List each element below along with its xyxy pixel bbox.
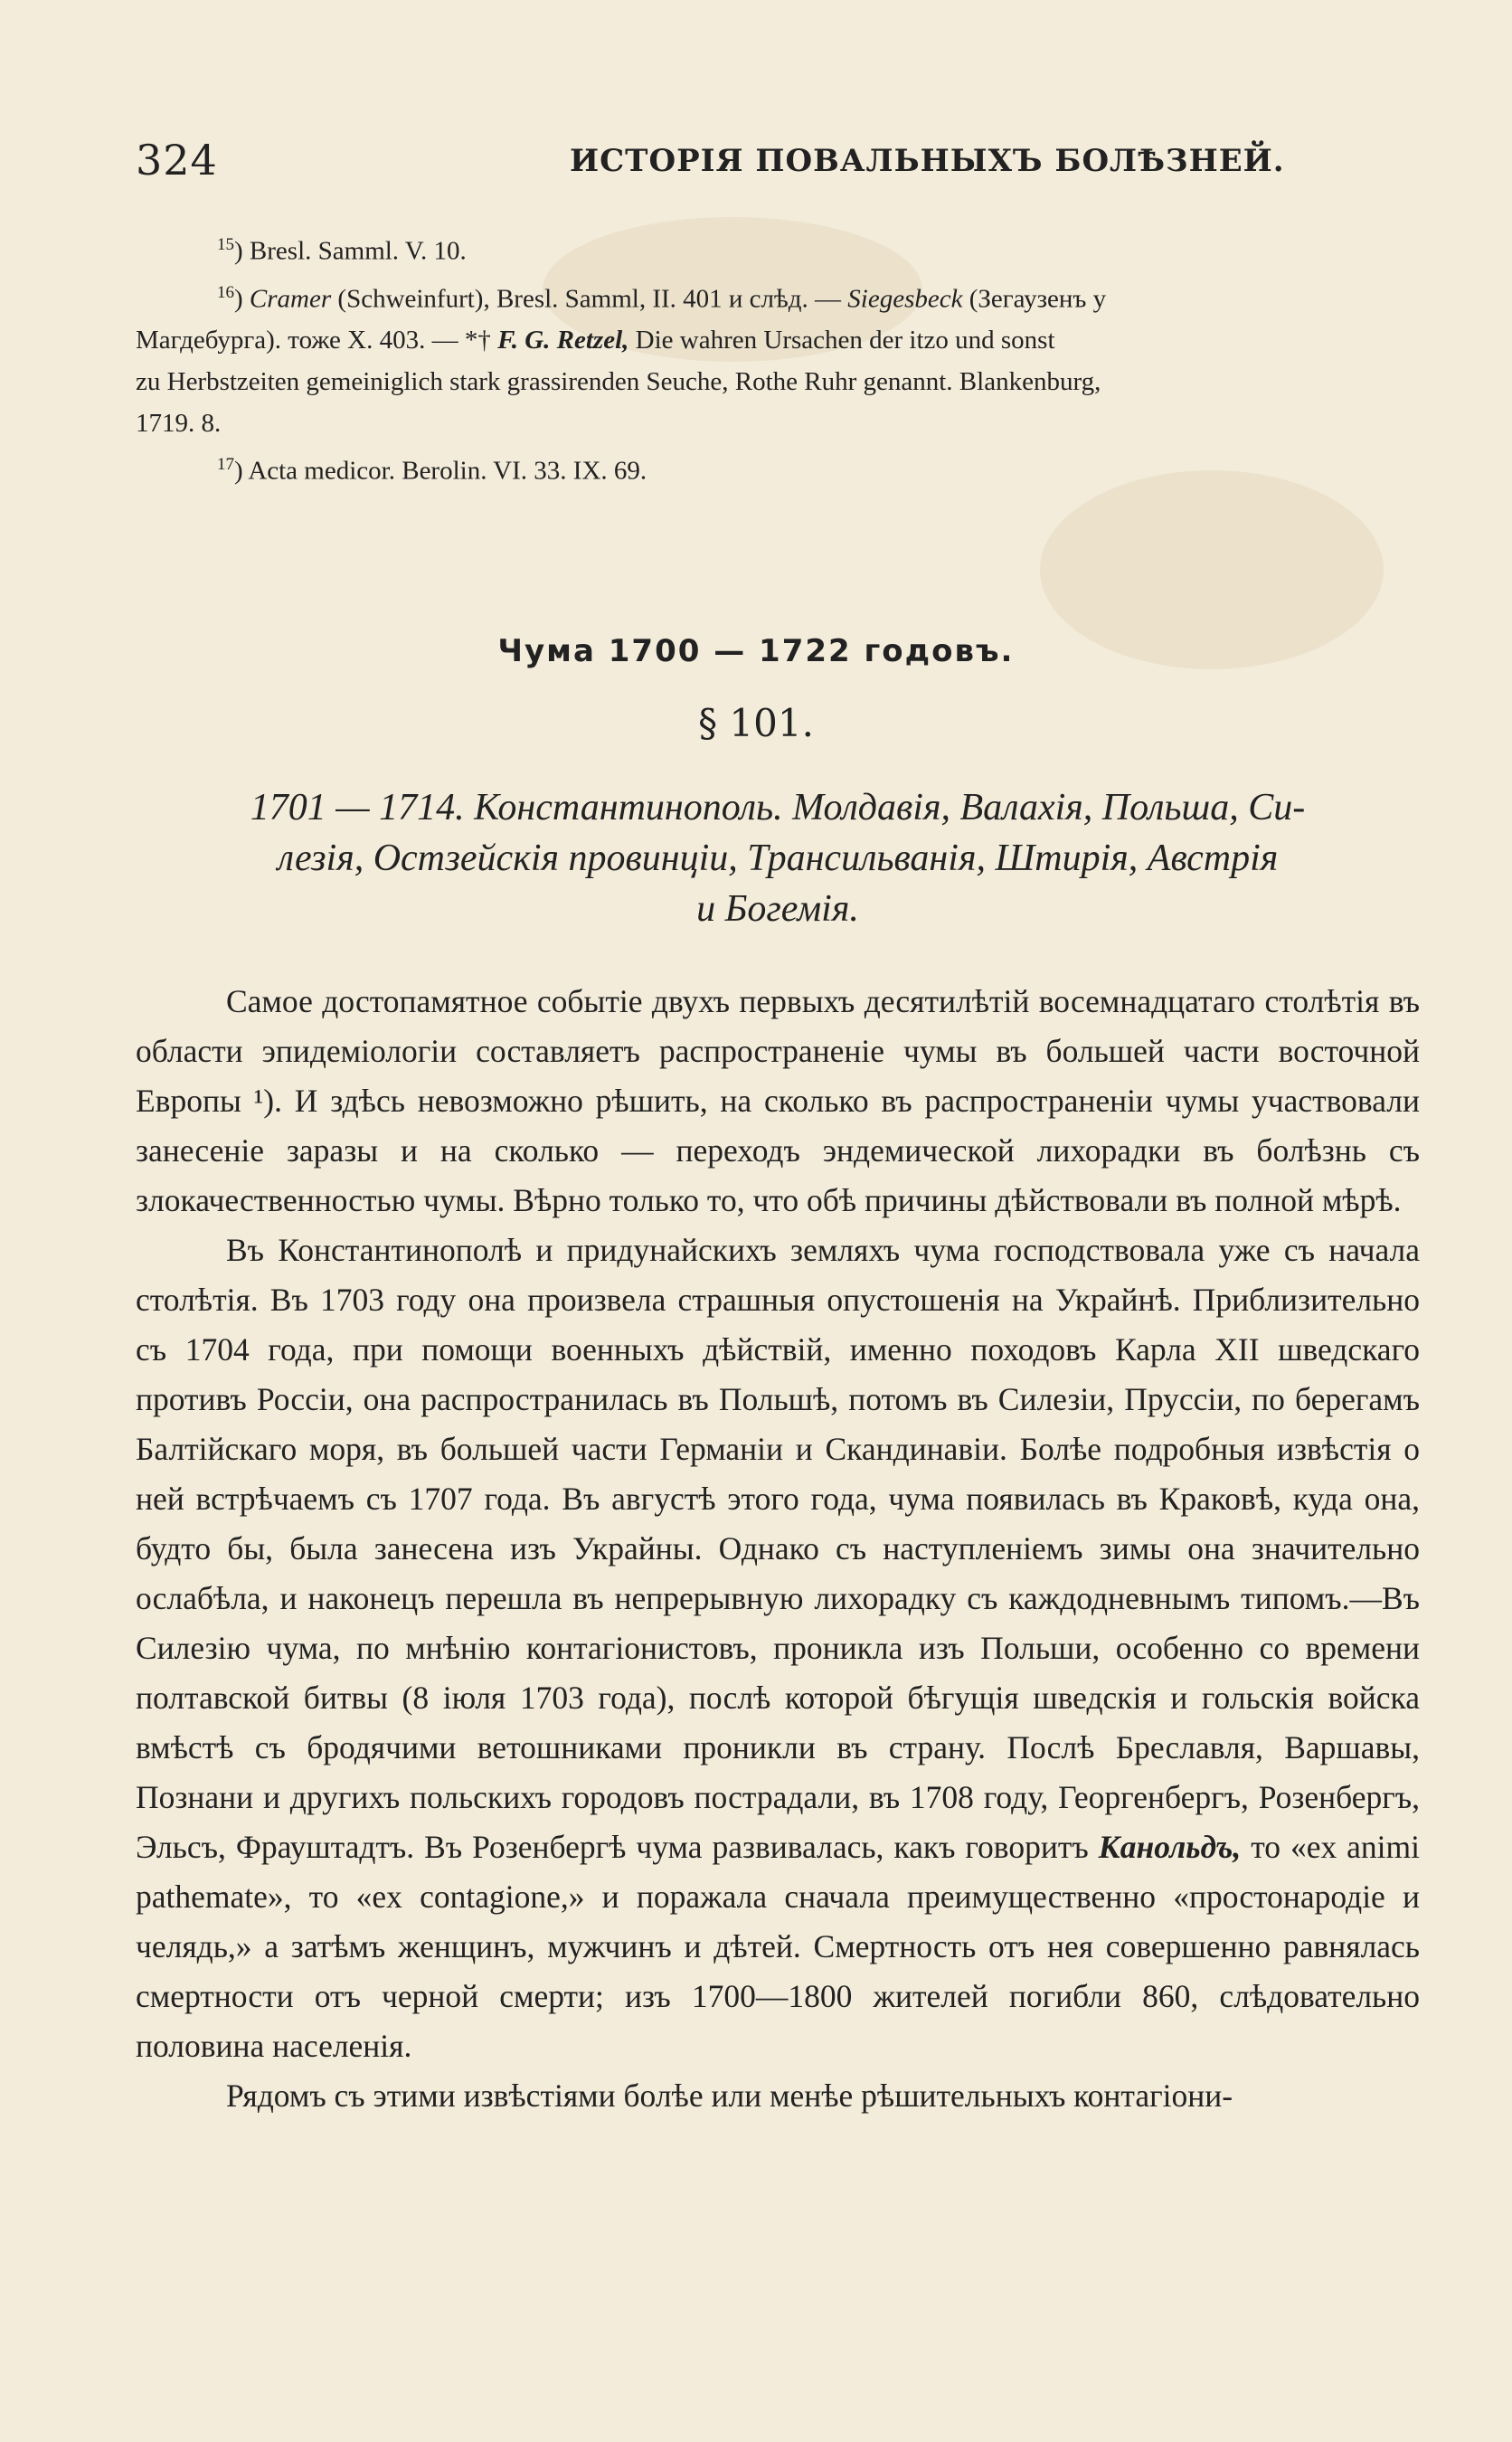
subtitle-line: и Богемія. [696, 888, 859, 930]
footnote-17 [136, 444, 1474, 492]
footnote-15 [136, 224, 1474, 272]
cited-author: Канольдъ, [1098, 1829, 1242, 1865]
footnote-mark: 15 [217, 235, 234, 254]
footnote-16-line4: 1719. 8. [136, 409, 222, 439]
body-text [136, 977, 1420, 2121]
footnote-16-line2 [136, 319, 1474, 361]
section-heading: Чума 1700 — 1722 годовъ. [497, 633, 1015, 669]
footnote-author: Siegesbeck [847, 284, 963, 314]
subtitle-line: 1701 — 1714. Константинополь. Молдавія, Валахія, Польша, Си- [250, 787, 1306, 828]
subtitle-line: лезія, Остзейскія провинціи, Трансильванія, Штирія, Австрія [277, 838, 1279, 879]
paragraph [136, 1226, 1420, 2071]
footnote-text: Магдебурга). тоже X. 403. — *† [136, 326, 498, 355]
section-number: § 101. [698, 701, 814, 745]
footnote-16-line3: zu Herbstzeiten gemeiniglich stark grassirenden Seuche, Rothe Ruhr genannt. Blankenburg, [136, 367, 1101, 397]
footnote-text: (Schweinfurt), Bresl. Samml, II. 401 и слѣд. — [337, 284, 842, 314]
footnote-16 [136, 272, 1474, 320]
footnote-mark: 16 [217, 282, 234, 302]
paragraph: Рядомъ съ этими извѣстіями болѣе или менѣе рѣшительныхъ контагіони- [226, 2078, 1233, 2114]
paragraph: Самое достопамятное событіе двухъ первыхъ десятилѣтій восемнадцатаго столѣтія въ области эпидеміологіи составляетъ распространеніе чумы въ большей части восточной Европы ¹). И здѣсь невозможно рѣшить, на сколько въ распространеніи чумы участвовали занесеніе заразы и на сколько — переходъ эндемической лихорадки въ болѣзнь съ злокачественностью чумы. Вѣрно только то, что обѣ причины дѣйствовали въ полной мѣрѣ. [136, 983, 1420, 1218]
footnote-marker-paren: ) [234, 236, 250, 266]
footnote-text: Acta medicor. Berolin. VI. 33. IX. 69. [248, 456, 647, 486]
footnote-marker-paren: ) [234, 456, 249, 486]
page-number: 324 [136, 136, 218, 185]
page-header [136, 136, 1420, 199]
running-head: ИСТОРІЯ ПОВАЛЬНЫХЪ БОЛѢЗНЕЙ. [570, 143, 1285, 179]
footnote-author: F. G. Retzel, [497, 326, 629, 355]
footnotes [136, 224, 1474, 492]
footnote-marker-paren: ) [234, 284, 250, 314]
footnote-text: Die wahren Ursachen der itzo und sonst [628, 326, 1055, 355]
footnote-text: Bresl. Samml. V. 10. [249, 236, 467, 266]
footnote-mark: 17 [217, 455, 234, 475]
paragraph-text: Въ Константинополѣ и придунайскихъ земляхъ чума господствовала уже съ начала столѣтія. Въ 1703 году она произвела страшныя опустошенія на Украйнѣ. Приблизительно съ 1704 года, при помощи военныхъ дѣйствій, именно походовъ Карла XII шведскаго противъ Россіи, она распространилась въ Польшѣ, потомъ въ Силезіи, Пруссіи, по берегамъ Балтійскаго моря, въ большей части Германіи и Скандинавіи. Болѣе подробныя извѣстія о ней встрѣчаемъ съ 1707 года. Въ августѣ этого года, чума появилась въ Краковѣ, куда она, будто бы, была занесена изъ Украйны. Однако съ наступленіемъ зимы она значительно ослабѣла, и наконецъ перешла въ непрерывную лихорадку съ каждодневнымъ типомъ.—Въ Силезію чума, по мнѣнію контагіонистовъ, проникла изъ Польши, особенно со времени полтавской битвы (8 іюля 1703 года), послѣ которой бѣгущія шведскія и гольскія войска вмѣстѣ съ бродячими ветошниками проникли въ страну. Послѣ Бреславля, Варшавы, Познани и другихъ польскихъ городовъ пострадали, въ 1708 году, Георгенбергъ, Розенбергъ, Эльсъ, Фрауштадтъ. Въ Розенбергѣ чума развивалась, какъ говоритъ [136, 1232, 1420, 1865]
paragraph-text: то «ex animi pathemate», то «ex contagione,» и поражала сначала преимущественно «простонародіе и челядь,» а затѣмъ женщинъ, мужчинъ и дѣтей. Смертность отъ нея совершенно равнялась смертности отъ черной смерти; изъ 1700—1800 жителей погибли 860, слѣдовательно половина населенія. [136, 1829, 1421, 2064]
footnote-author: Cramer [249, 284, 332, 314]
section-subtitle [136, 782, 1420, 934]
footnote-text: (Зегаузенъ у [969, 284, 1107, 314]
